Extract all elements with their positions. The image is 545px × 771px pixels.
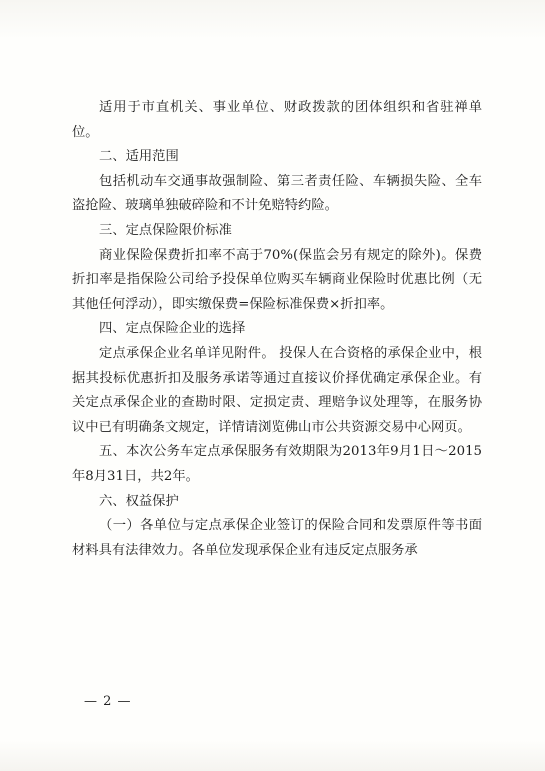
paragraph-validity: 五、本次公务车定点承保服务有效期限为2013年9月1日～2015年8月31日，共2年。: [72, 444, 482, 484]
heading-selection: 四、定点保险企业的选择: [99, 321, 246, 337]
heading-scope: 二、适用范围: [99, 149, 179, 165]
page-number: — 2 —: [84, 694, 132, 709]
document-body: [72, 96, 482, 563]
paragraph-rights-1: （一）各单位与定点承保企业签订的保险合同和发票原件等书面材料具有法律效力。各单位发现承保企业有违反定点服务承: [72, 518, 482, 558]
paragraph-applicability: 适用于市直机关、事业单位、财政拨款的团体组织和省驻禅单位。: [72, 100, 482, 140]
paragraph-price-limit: 商业保险保费折扣率不高于70%(保监会另有规定的除外)。保费折扣率是指保险公司给予投保单位购买车辆商业保险时优惠比例（无其他任何浮动），即实缴保费=保险标准保费×折扣率。: [72, 247, 482, 312]
paragraph-selection: 定点承保企业名单详见附件。 投保人在合资格的承保企业中，根据其投标优惠折扣及服务承诺等通过直接议价择优确定承保企业。有关定点承保企业的查勘时限、定损定责、理赔争议处理等，在服务协议中已有明确条文规定，详情请浏览佛山市公共资源交易中心网页。: [72, 345, 482, 435]
heading-rights: 六、权益保护: [99, 493, 179, 509]
paragraph-scope: 包括机动车交通事故强制险、第三者责任险、车辆损失险、全车盗抢险、玻璃单独破碎险和不计免赔特约险。: [72, 173, 482, 214]
heading-price-limit: 三、定点保险限价标准: [99, 222, 232, 238]
